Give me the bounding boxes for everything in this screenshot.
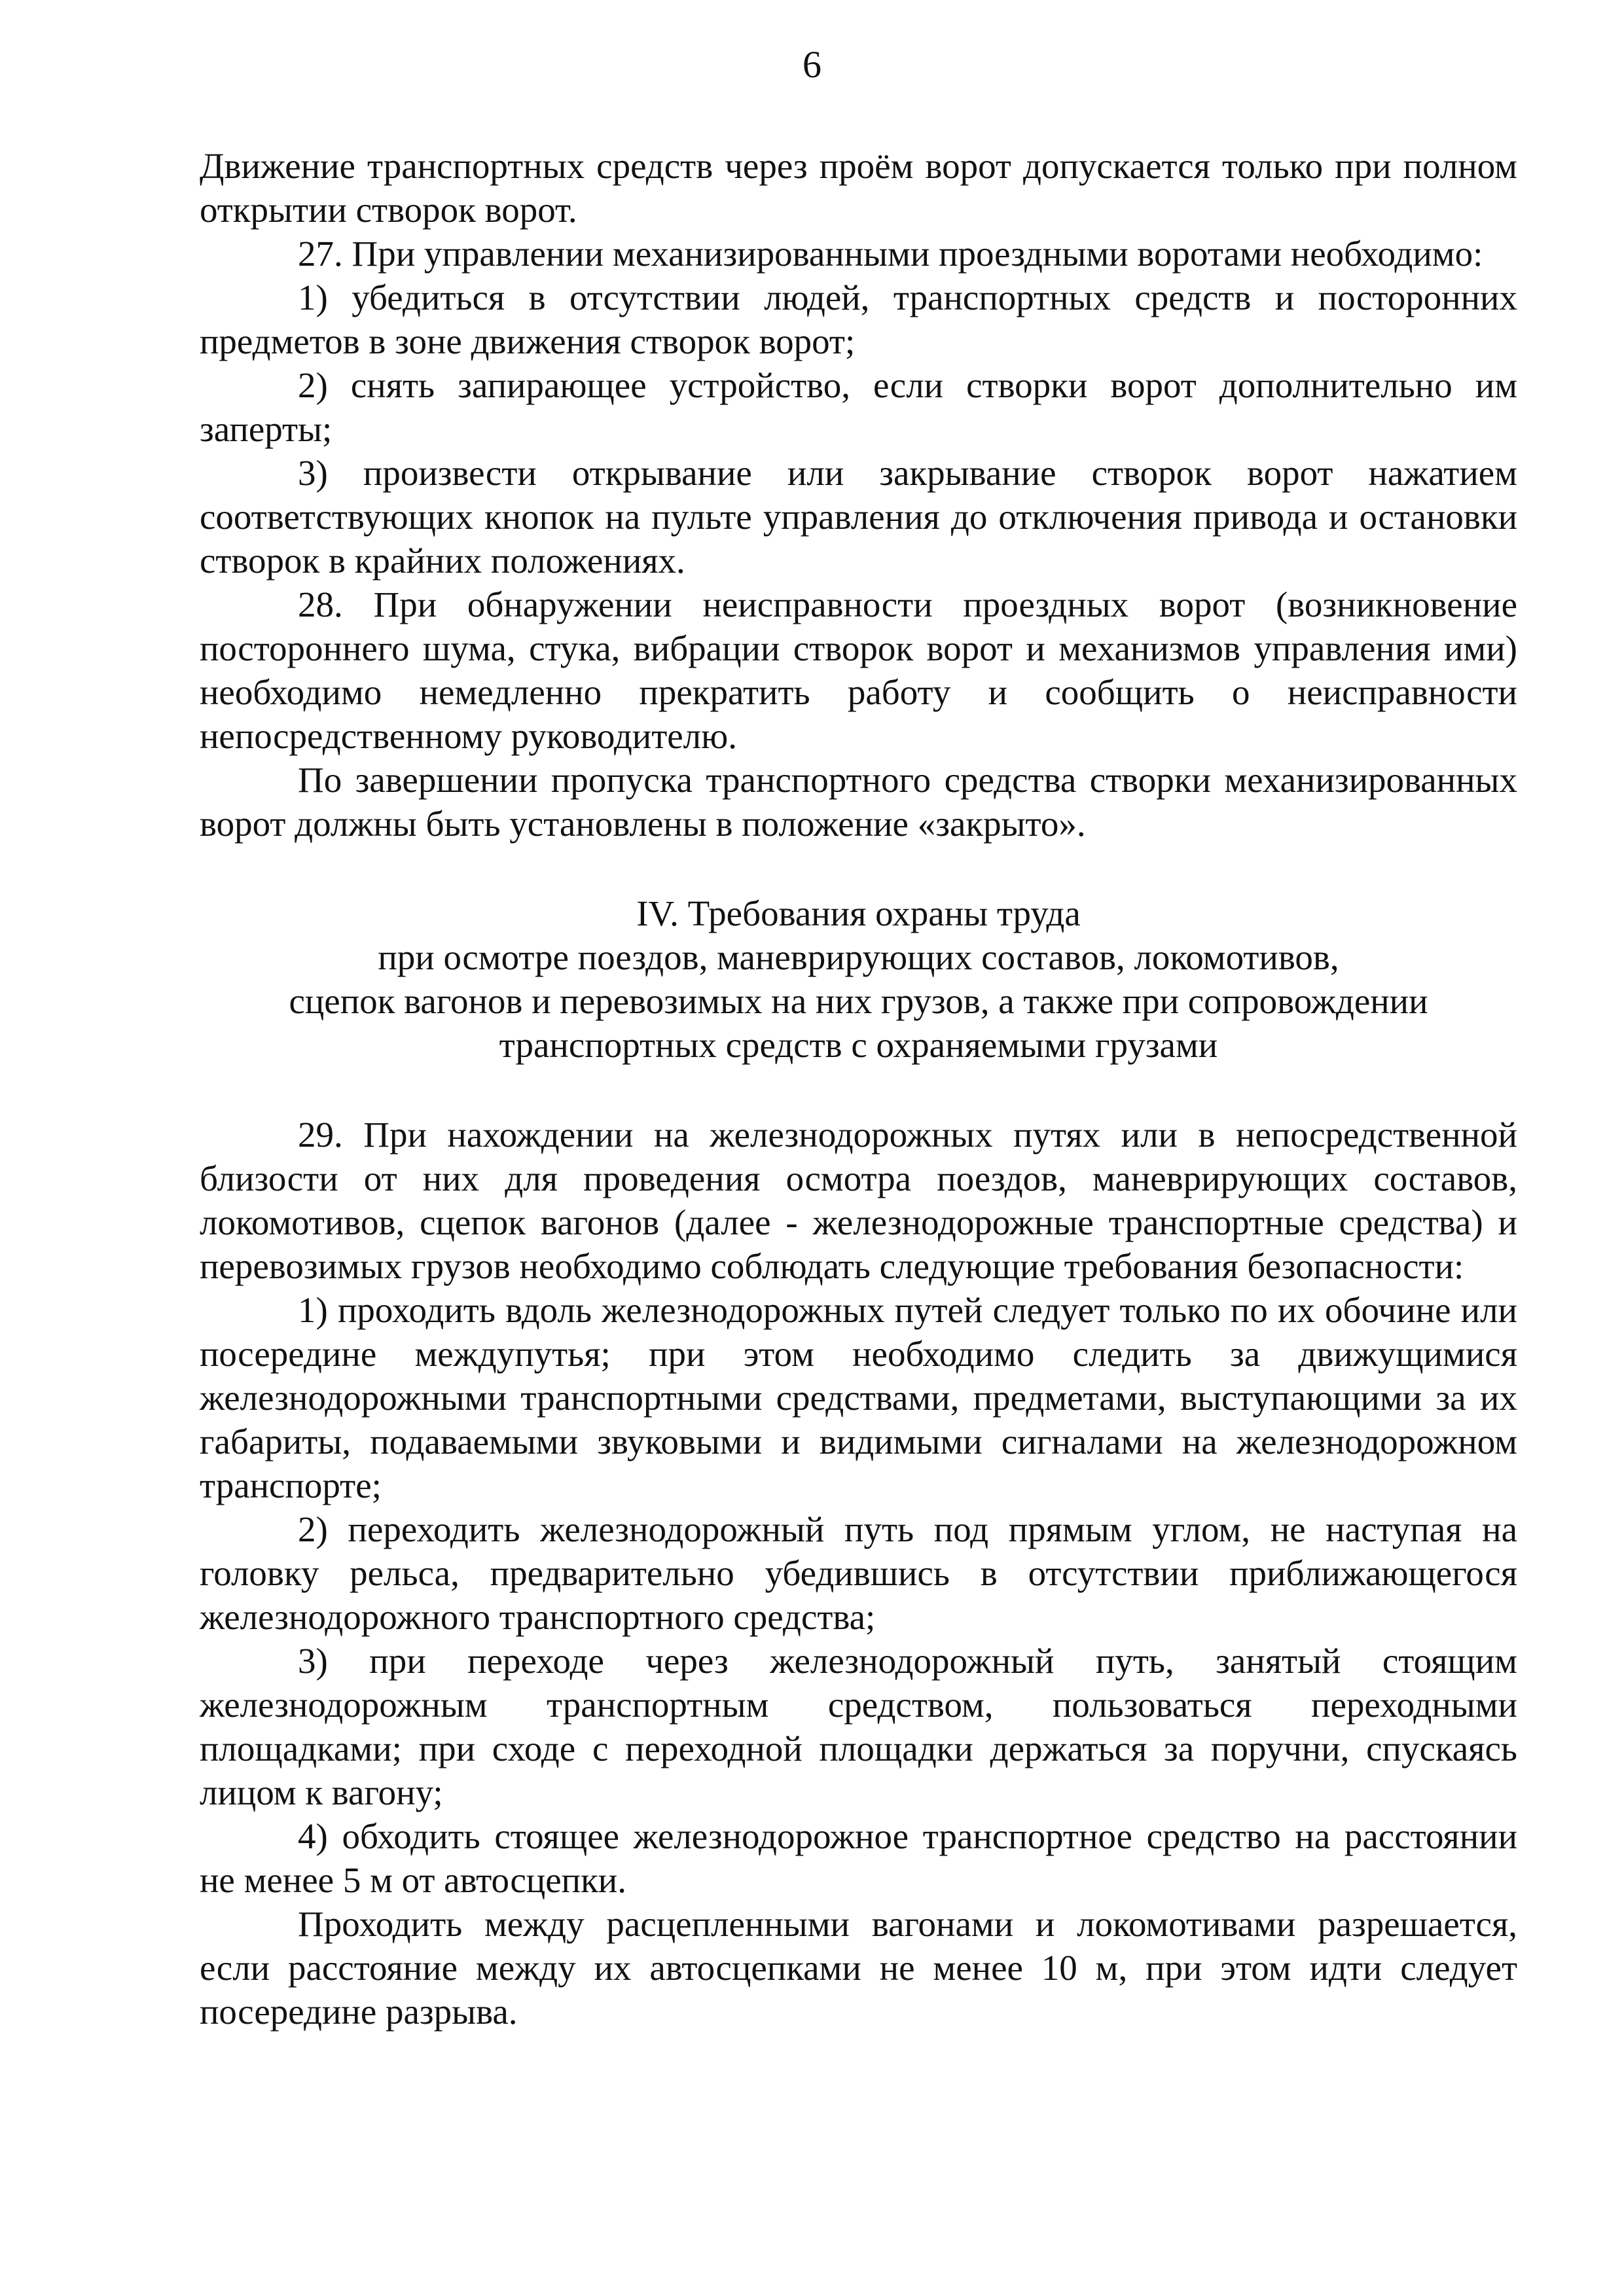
paragraph-29-item-1: 1) проходить вдоль железнодорожных путей следует только по их обочине или посередине междупутья; при этом необходимо следить за движущимися железнодорожными транспортными средствами, предметами, выступающими за их габариты, подаваемыми звуковыми и видимыми сигналами на железнодорожном транспорте;	[200, 1290, 1517, 1505]
paragraph-gate-closing: По завершении пропуска транспортного средства створки механизированных ворот должны быть установлены в положение «закрыто».	[200, 760, 1517, 844]
section-heading-line-4: транспортных средств с охраняемыми грузами	[499, 1025, 1218, 1065]
section-heading-iv	[200, 891, 1517, 1067]
section-heading-line-1: IV. Требования охраны труда	[636, 893, 1081, 933]
paragraph-gate-passage: Движение транспортных средств через проём ворот допускается только при полном открытии створок ворот.	[200, 146, 1517, 230]
page-number: 6	[803, 43, 821, 86]
paragraph-27: 27. При управлении механизированными проездными воротами необходимо:	[298, 234, 1483, 274]
section-heading-line-3: сцепок вагонов и перевозимых на них грузов, а также при сопровождении	[289, 981, 1428, 1021]
paragraph-29-item-3: 3) при переходе через железнодорожный путь, занятый стоящим железнодорожным транспортным средством, пользоваться переходными площадками; при сходе с переходной площадки держаться за поручни, спускаясь лицом к вагону;	[200, 1641, 1517, 1812]
paragraph-27-item-3: 3) произвести открывание или закрывание створок ворот нажатием соответствующих кнопок на пульте управления до отключения привода и остановки створок в крайних положениях.	[200, 453, 1517, 581]
paragraph-29-item-2: 2) переходить железнодорожный путь под прямым углом, не наступая на головку рельса, предварительно убедившись в отсутствии приближающегося железнодорожного транспортного средства;	[200, 1509, 1517, 1637]
paragraph-29: 29. При нахождении на железнодорожных путях или в непосредственной близости от них для проведения осмотра поездов, маневрирующих составов, локомотивов, сцепок вагонов (далее - железнодорожные транспортные средства) и перевозимых грузов необходимо соблюдать следующие требования безопасности:	[200, 1115, 1517, 1286]
paragraph-27-item-1: 1) убедиться в отсутствии людей, транспортных средств и посторонних предметов в зоне движения створок ворот;	[200, 278, 1517, 361]
document-body	[200, 144, 1517, 2034]
paragraph-29-item-4: 4) обходить стоящее железнодорожное транспортное средство на расстоянии не менее 5 м от автосцепки.	[200, 1816, 1517, 1900]
paragraph-27-item-2: 2) снять запирающее устройство, если створки ворот дополнительно им заперты;	[200, 365, 1517, 449]
paragraph-passing-between-cars: Проходить между расцепленными вагонами и локомотивами разрешается, если расстояние между их автосцепками не менее 10 м, при этом идти следует посередине разрыва.	[200, 1904, 1517, 2032]
section-heading-line-2: при осмотре поездов, маневрирующих составов, локомотивов,	[378, 937, 1339, 977]
paragraph-28: 28. При обнаружении неисправности проездных ворот (возникновение постороннего шума, стука, вибрации створок ворот и механизмов управления ими) необходимо немедленно прекратить работу и сообщить о неисправности непосредственному руководителю.	[200, 584, 1517, 756]
